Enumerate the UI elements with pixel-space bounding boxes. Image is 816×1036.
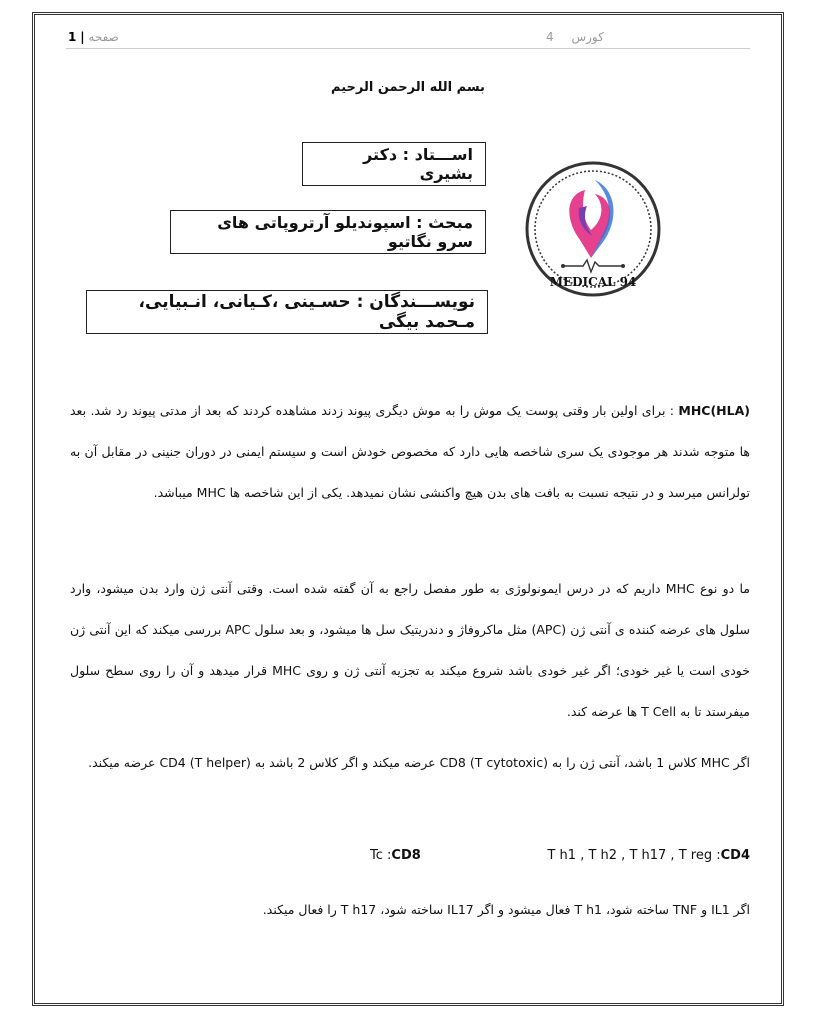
paragraph-il-activation: اگر IL1 و TNF ساخته شود، T h1 فعال میشود و اگر IL17 ساخته شود، T h17 را فعال میکند.: [262, 902, 750, 917]
bismillah: بسم الله الرحمن الرحيم: [331, 80, 485, 95]
teacher-box: اســـتاد : دکتر بشیری: [302, 142, 486, 186]
topic-box: مبحث : اسپوندیلو آرتروپاتی های سرو نگاتیو: [170, 210, 486, 254]
course-label: 4 کورس: [546, 30, 604, 44]
page-number: 1 | صفحه: [68, 30, 119, 44]
paragraph-mhc-classes: اگر MHC کلاس 1 باشد، آنتی ژن را به CD8 (T cytotoxic) عرضه میکند و اگر کلاس 2 باشد به CD4 (T helper) عرضه میکند.: [88, 755, 750, 770]
page-header: [66, 28, 750, 49]
authors-box: نویســـندگان : حسـینی ،کـیانی، انـبیایی، مـحمد بیگی: [86, 290, 488, 334]
cd4-line: T h1 , T h2 , T h17 , T reg :CD4: [547, 848, 750, 863]
term-mhc-hla: MHC(HLA): [678, 403, 750, 418]
cd8-line: Tc :CD8: [370, 848, 421, 863]
logo-text: MEDICAL 94: [549, 275, 637, 289]
medical94-logo: [525, 150, 661, 308]
paragraph-mhc-types: ما دو نوع MHC داریم که در درس ایمونولوژی به طور مفصل راجع به آن گفته شده است. وقتی آنتی ژن وارد بدن میشود، وارد سلول های عرضه کننده ی آنتی ژن (APC) مثل ماکروفاژ و دندریتیک سل ها میشود، و بعد سلول APC بررسی میکند که این آنتی ژن خودی است یا غیر خودی؛ اگر غیر خودی باشد شروع میکند به تجزیه آنتی ژن و روی MHC قرار میدهد و آن را روی سطح سلول میفرستد تا به T Cell ها عرضه کند.: [70, 581, 750, 719]
paragraph-mhc-intro: MHC(HLA) : برای اولین بار وقتی پوست یک موش را به موش دیگری پیوند زدند مشاهده کردند که بعد از مدتی پیوند رد شد. بعد ها متوجه شدند هر موجودی یک سری شاخصه هایی دارد که مخصوص خودش است و سیستم ایمنی در دوران جنینی در مقابل آن به تولرانس میرسد و در نتیجه نسبت به بافت های بدن هیچ واکنشی نشان نمیدهد. یکی از این شاخصه ها MHC میباشد.: [70, 403, 750, 500]
